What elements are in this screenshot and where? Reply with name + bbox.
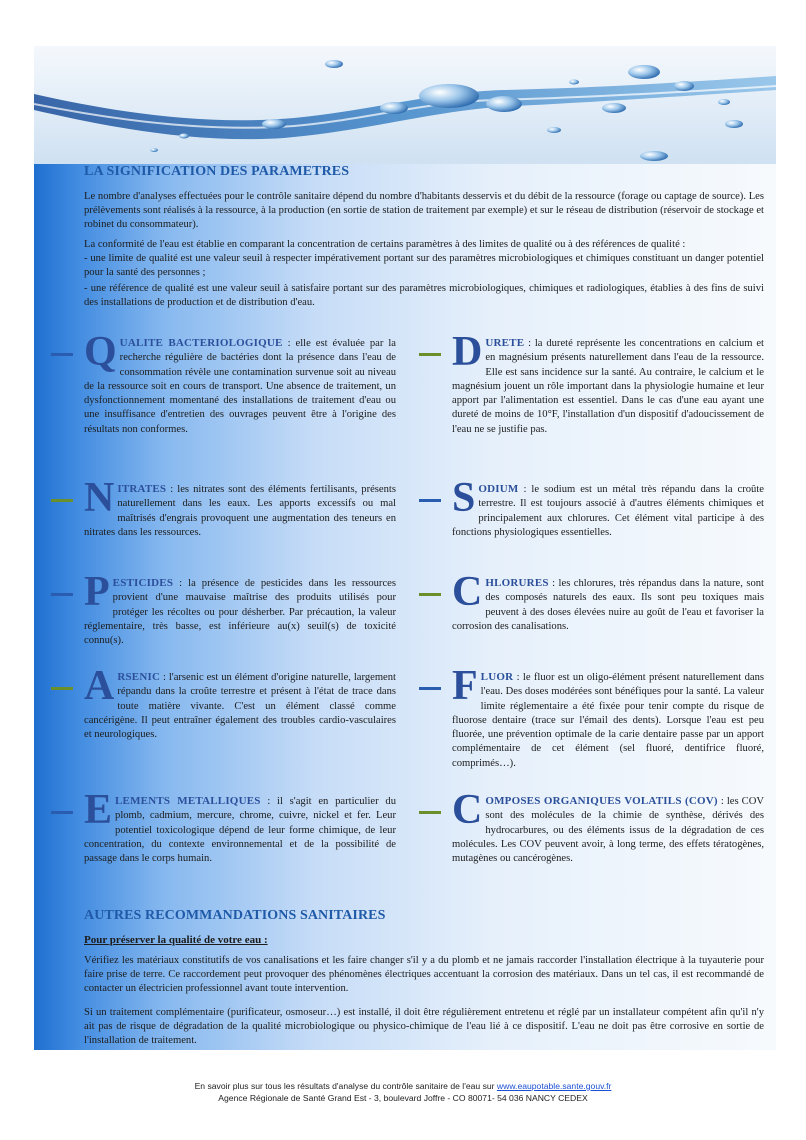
- reference-definition: - une référence de qualité est une valeur seuil à satisfaire portant sur des paramètres microbiologiques, chimiques et radiologiques, établies à des fins de suivi des installations de production et de distribution d'eau.: [84, 283, 764, 308]
- item-heading: LEMENTS METALLIQUES: [115, 795, 261, 807]
- document-page: [34, 46, 776, 1050]
- item-text: : le fluor est un oligo-élément présent naturellement dans l'eau. Des doses modérées sont bénéfiques pour la santé. La valeur limite réglementaire a été fixée pour tenir compte du risque de fluorose dentaire (trace sur l'émail des dents). Lorsque l'eau est peu fluorée, une prévention optimale de la carie dentaire passe par un apport complémentaire de cet élément (sel fluoré, dentifrice fluoré, comprimés…).: [452, 672, 764, 769]
- item-fluor: [452, 663, 764, 771]
- item-arsenic: [84, 663, 396, 742]
- dash-marker: [51, 687, 73, 690]
- item-text: : les chlorures, très répandus dans la nature, sont des composés naturels des eaux. Ils sont peu toxiques mais peuvent à des doses élevées nuire au goût de l'eau et favoriser la corrosion des canalisations.: [452, 578, 764, 632]
- intro-paragraph: Le nombre d'analyses effectuées pour le contrôle sanitaire dépend du nombre d'habitants desservis et du débit de la ressource (forage ou captage de source). Les prélèvements sont réalisés à la ressource, à la production (en sortie de station de traitement par exemple) et sur le réseau de distribution (réservoir de stockage et robinet du consommateur).: [84, 191, 764, 230]
- item-heading: RSENIC: [117, 671, 161, 683]
- item-text: : elle est évaluée par la recherche régulière de bactéries dont la présence dans l'eau de consommation révèle une contamination survenue soit au niveau de la ressource soit en cours de transport. Une absence de traitement, un dysfonctionnement momentané des installations de traitement d'eau ou une insuffisance d'entretien des ouvrages peuvent être à l'origine des résultats non conformes.: [84, 338, 396, 435]
- item-sodium: [452, 475, 764, 540]
- item-heading: URETE: [485, 337, 525, 349]
- item-heading: HLORURES: [485, 577, 549, 589]
- item-text: : les COV sont des molécules de la chimie de synthèse, dérivés des hydrocarbures, ou des éléments issus de la dégradation de ces molécules. Les COV peuvent avoir, à long terme, des effets tératogènes, mutagènes ou cancérogènes.: [452, 796, 765, 865]
- item-heading: OMPOSES ORGANIQUES VOLATILS (COV): [485, 795, 718, 807]
- item-text: : la présence de pesticides dans les ressources provient d'une mauvaise maîtrise des produits utilisés pour protéger les récoltes ou pour désherber. Par précaution, la valeur réglementaire, très basse, est inférieure au(x) seuil(s) de toxicité connu(s).: [84, 578, 396, 647]
- section-title-parametres: LA SIGNIFICATION DES PARAMETRES: [84, 164, 350, 179]
- dash-marker: [419, 499, 441, 502]
- item-nitrates: [84, 475, 396, 540]
- footer-line-1: [0, 1080, 806, 1092]
- dash-marker: [419, 353, 441, 356]
- initial-letter: N: [84, 475, 115, 521]
- item-text: : l'arsenic est un élément d'origine naturelle, largement répandu dans la croûte terrestre et présent à l'état de trace dans toute matière vivante. C'est un élément classé comme cancérigène. Il peut entraîner également des troubles cardio-vasculaires et neurologiques.: [84, 672, 396, 741]
- item-text: : les nitrates sont des éléments fertilisants, présents naturellement dans les eaux. Les apports excessifs ou mal maîtrisés d'engrais provoquent une augmentation des teneurs en nitrates dans les ressources.: [84, 484, 396, 538]
- item-cov: [452, 787, 765, 866]
- initial-letter: Q: [84, 329, 117, 375]
- dash-marker: [419, 593, 441, 596]
- water-splash-illustration: [34, 46, 776, 164]
- item-heading: ITRATES: [117, 483, 167, 495]
- item-pesticides: [84, 569, 396, 648]
- item-text: : le sodium est un métal très répandu dans la croûte terrestre. Il est toujours associé à d'autres éléments chimiques et principalement aux chlorures. Cet élément vital participe à des fonctions physiologiques essentielles.: [452, 484, 764, 538]
- section-title-recommandations: AUTRES RECOMMANDATIONS SANITAIRES: [84, 908, 386, 923]
- dash-marker: [419, 811, 441, 814]
- initial-letter: E: [84, 787, 113, 833]
- item-heading: UALITE BACTERIOLOGIQUE: [119, 337, 283, 349]
- item-heading: ODIUM: [478, 483, 519, 495]
- footer-text: En savoir plus sur tous les résultats d'analyse du contrôle sanitaire de l'eau sur: [194, 1081, 497, 1091]
- initial-letter: C: [452, 787, 483, 833]
- limit-definition: - une limite de qualité est une valeur seuil à respecter impérativement portant sur des paramètres microbiologiques et chimiques constituant un danger potentiel pour la santé des personnes ;: [84, 253, 764, 278]
- initial-letter: P: [84, 569, 110, 615]
- footer: [0, 1080, 806, 1104]
- item-durete: [452, 329, 764, 437]
- initial-letter: D: [452, 329, 483, 375]
- recommendation-paragraph-1: Vérifiez les matériaux constitutifs de vos canalisations et les faire changer s'il y a du plomb et ne jamais raccorder l'installation électrique à la tuyauterie pour faire prise de terre. Ce raccordement peut provoquer des phénomènes électriques accentuant la corrosion des matériaux. Dans un tel cas, il est recommandé de contacter un électricien professionnel avant toute intervention.: [84, 955, 764, 994]
- footer-line-2: Agence Régionale de Santé Grand Est - 3, boulevard Joffre - CO 80071- 54 036 NANCY CEDEX: [218, 1093, 588, 1103]
- eaupotable-link[interactable]: www.eaupotable.sante.gouv.fr: [496, 1081, 612, 1091]
- dash-marker: [51, 811, 73, 814]
- initial-letter: S: [452, 475, 476, 521]
- recommendations-subtitle: Pour préserver la qualité de votre eau :: [84, 934, 268, 946]
- item-text: : la dureté représente les concentrations en calcium et en magnésium présents naturellement dans l'eau de la ressource. Elle est sans incidence sur la santé. Au contraire, le calcium et le magnésium jouent un rôle important dans la physiologie humaine et leur apport par l'alimentation est essentiel. Dans le cas d'une eau ayant une dureté de moins de 10°F, l'installation d'un dispositif d'adoucissement de l'eau ne se justifie pas.: [452, 338, 764, 435]
- dash-marker: [51, 593, 73, 596]
- initial-letter: F: [452, 663, 478, 709]
- item-heading: LUOR: [480, 671, 514, 683]
- conformity-paragraph: La conformité de l'eau est établie en comparant la concentration de certains paramètres à des limites de qualité ou à des références de qualité :: [84, 239, 686, 250]
- dash-marker: [419, 687, 441, 690]
- recommendation-paragraph-2: Si un traitement complémentaire (purificateur, osmoseur…) est installé, il doit être régulièrement entretenu et réglé par un installateur compétent afin qu'il n'y ait pas de risque de dégradation de la qualité microbiologique ou physico-chimique de l'eau lié à ce dispositif. L'eau ne doit pas être corrosive en sortie de l'installation de traitement.: [84, 1007, 764, 1046]
- item-chlorures: [452, 569, 764, 634]
- dash-marker: [51, 353, 73, 356]
- initial-letter: C: [452, 569, 483, 615]
- item-heading: ESTICIDES: [112, 577, 174, 589]
- item-elements-metalliques: [84, 787, 396, 866]
- initial-letter: A: [84, 663, 115, 709]
- dash-marker: [51, 499, 73, 502]
- item-text: : il s'agit en particulier du plomb, cadmium, mercure, chrome, cuivre, nickel et fer. Leur potentiel toxicologique dépend de leur forme chimique, de leur concentration, du contexte environnemental et de la possibilité de passage dans le corps humain.: [84, 796, 396, 865]
- item-qualite-bacteriologique: [84, 329, 396, 437]
- water-splash-banner: [34, 46, 776, 164]
